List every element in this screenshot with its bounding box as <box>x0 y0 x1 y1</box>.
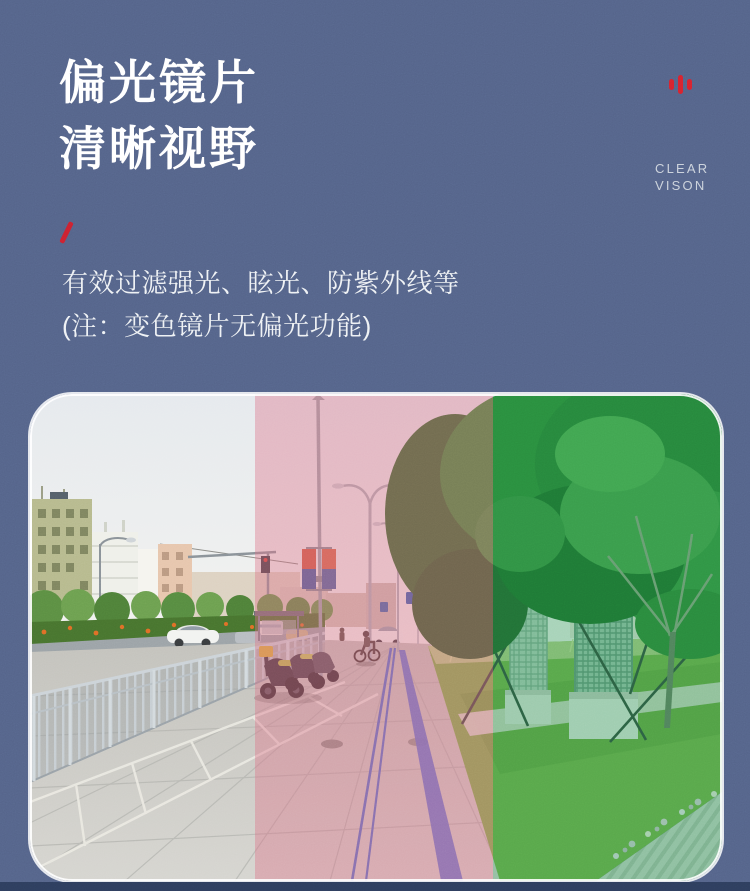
next-section-strip <box>0 882 750 891</box>
title-line-2: 清晰视野 <box>59 122 259 175</box>
page-title <box>59 50 259 182</box>
description-text <box>62 262 460 348</box>
street-photo <box>30 394 722 881</box>
description-line-2: (注：变色镜片无偏光功能) <box>62 311 372 341</box>
description-line-1: 有效过滤强光、眩光、防紫外线等 <box>62 268 460 298</box>
equalizer-bars-icon <box>669 74 692 94</box>
title-line-1: 偏光镜片 <box>59 56 259 109</box>
red-slash-icon <box>59 221 74 244</box>
green-lens-band <box>493 394 722 881</box>
brand-wordmark: CLEAR VISON <box>655 161 710 193</box>
pink-lens-band <box>255 394 493 881</box>
